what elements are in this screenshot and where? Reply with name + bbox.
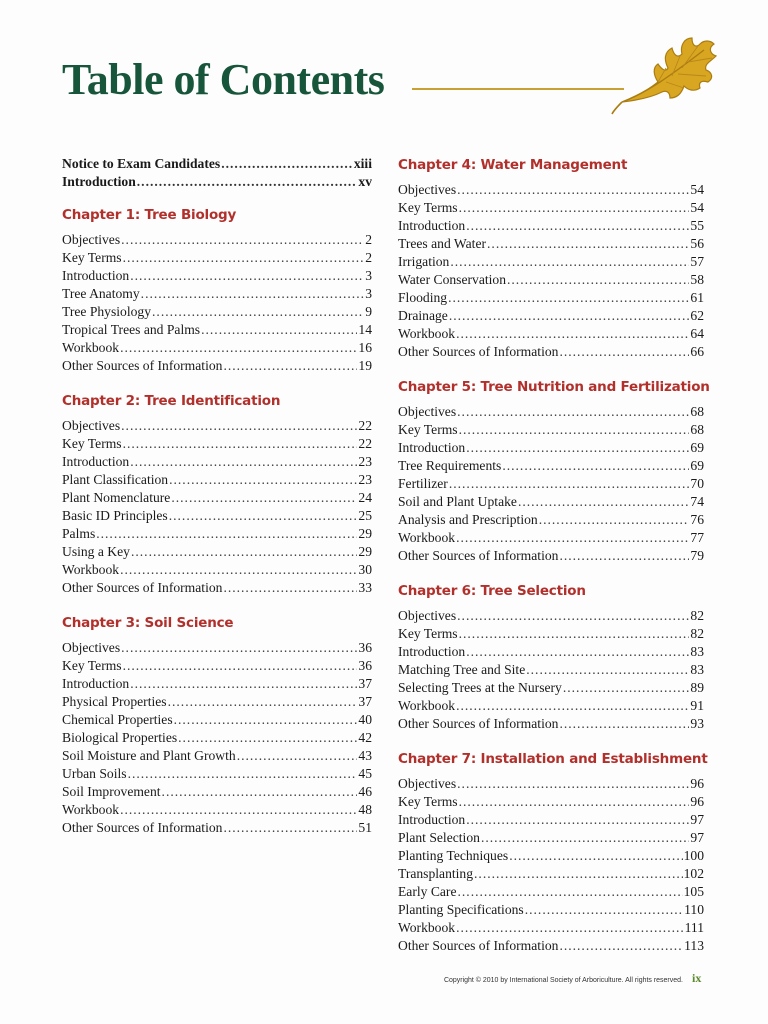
entry-page: 37 (358, 694, 372, 709)
toc-entry[interactable] (62, 639, 372, 657)
toc-entry[interactable] (398, 217, 704, 235)
entry-page: 74 (690, 494, 704, 509)
entry-page: 96 (690, 776, 704, 791)
toc-entry[interactable] (398, 403, 704, 421)
toc-entry[interactable] (398, 625, 704, 643)
entry-page: 2 (365, 250, 372, 265)
dot-leader (459, 199, 690, 217)
entry-label: Water Conservation (398, 272, 506, 287)
entry-label: Workbook (62, 802, 120, 817)
entry-page: 64 (690, 326, 704, 341)
toc-entry[interactable] (62, 173, 372, 191)
entry-page: 14 (358, 322, 372, 337)
toc-entry[interactable] (398, 901, 704, 919)
toc-entry[interactable] (62, 435, 372, 453)
entry-page: 29 (358, 526, 372, 541)
entry-page: 76 (690, 512, 704, 527)
toc-entry[interactable] (398, 829, 704, 847)
entry-label: Objectives (62, 640, 121, 655)
entry-page: 79 (690, 548, 704, 563)
dot-leader (507, 271, 689, 289)
dot-leader (120, 561, 357, 579)
toc-entry[interactable] (62, 693, 372, 711)
toc-entry[interactable] (398, 181, 704, 199)
entry-label: Using a Key (62, 544, 130, 559)
entry-label: Other Sources of Information (398, 548, 559, 563)
toc-entry[interactable] (398, 793, 704, 811)
entry-label: Introduction (62, 454, 130, 469)
dot-leader (456, 325, 689, 343)
entry-label: Flooding (398, 290, 448, 305)
dot-leader (466, 217, 689, 235)
toc-entry[interactable] (398, 307, 704, 325)
entry-page: 30 (358, 562, 372, 577)
entry-label: Biological Properties (62, 730, 178, 745)
toc-entry[interactable] (398, 325, 704, 343)
dot-leader (169, 471, 357, 489)
entry-label: Introduction (398, 440, 466, 455)
entry-page: 62 (690, 308, 704, 323)
dot-leader (466, 439, 689, 457)
toc-entry[interactable] (62, 819, 372, 837)
dot-leader (525, 901, 683, 919)
entry-page: 66 (690, 344, 704, 359)
toc-entry[interactable] (62, 417, 372, 435)
dot-leader (559, 715, 689, 733)
chapter-section (398, 751, 708, 955)
dot-leader (456, 919, 684, 937)
copyright-notice: Copyright © 2010 by International Society of Arboriculture. All rights reserved. (444, 975, 683, 984)
dot-leader (456, 529, 689, 547)
toc-entry[interactable] (62, 231, 372, 249)
entry-page: 97 (690, 812, 704, 827)
entry-label: Plant Nomenclature (62, 490, 171, 505)
dot-leader (223, 819, 357, 837)
entry-label: Introduction (62, 174, 136, 189)
toc-entry[interactable] (62, 321, 372, 339)
entry-page: 2 (365, 232, 372, 247)
entry-page: 91 (690, 698, 704, 713)
toc-entry[interactable] (398, 811, 704, 829)
entry-page: 23 (358, 454, 372, 469)
dot-leader (448, 289, 689, 307)
entry-label: Key Terms (62, 250, 122, 265)
dot-leader (223, 579, 357, 597)
entry-page: 46 (358, 784, 372, 799)
entry-label: Workbook (62, 340, 120, 355)
dot-leader (559, 937, 683, 955)
entry-page: 100 (683, 848, 704, 863)
dot-leader (223, 357, 357, 375)
toc-entry[interactable] (62, 357, 372, 375)
entry-label: Soil Improvement (62, 784, 161, 799)
chapter-heading[interactable]: Chapter 1: Tree Biology (62, 207, 237, 223)
toc-entry[interactable] (62, 711, 372, 729)
entry-label: Analysis and Prescription (398, 512, 538, 527)
entry-label: Workbook (398, 920, 456, 935)
entry-page: 40 (358, 712, 372, 727)
toc-entry[interactable] (398, 199, 704, 217)
toc-entry[interactable] (398, 865, 704, 883)
dot-leader (559, 547, 689, 565)
entry-page: 45 (358, 766, 372, 781)
toc-entry[interactable] (398, 919, 704, 937)
entry-page: 83 (690, 644, 704, 659)
toc-entry[interactable] (398, 937, 704, 955)
dot-leader (120, 801, 357, 819)
toc-entry[interactable] (398, 271, 704, 289)
entry-page: 58 (690, 272, 704, 287)
entry-page: 42 (358, 730, 372, 745)
entry-label: Matching Tree and Site (398, 662, 526, 677)
entry-page: 57 (690, 254, 704, 269)
page-number: ix (692, 971, 702, 985)
oak-leaf-icon (608, 32, 722, 116)
entry-page: 82 (690, 608, 704, 623)
entry-label: Other Sources of Information (62, 358, 223, 373)
entry-label: Urban Soils (62, 766, 127, 781)
entry-page: 48 (358, 802, 372, 817)
entry-label: Basic ID Principles (62, 508, 168, 523)
entry-page: 89 (690, 680, 704, 695)
entry-page: 102 (683, 866, 704, 881)
entry-label: Soil Moisture and Plant Growth (62, 748, 236, 763)
dot-leader (121, 639, 357, 657)
entry-page: 61 (690, 290, 704, 305)
dot-leader (449, 475, 690, 493)
dot-leader (130, 453, 357, 471)
entry-page: 24 (358, 490, 372, 505)
entry-label: Objectives (62, 232, 121, 247)
chapter-heading[interactable]: Chapter 5: Tree Nutrition and Fertilization (398, 379, 710, 395)
entry-label: Plant Selection (398, 830, 480, 845)
entry-label: Tree Requirements (398, 458, 502, 473)
entry-label: Physical Properties (62, 694, 167, 709)
page-title: Table of Contents (62, 55, 385, 104)
entry-label: Introduction (398, 218, 466, 233)
toc-entry[interactable] (398, 607, 704, 625)
toc-entry[interactable] (62, 561, 372, 579)
entry-label: Workbook (398, 698, 456, 713)
title-rule (412, 88, 624, 90)
entry-label: Selecting Trees at the Nursery (398, 680, 562, 695)
toc-entry[interactable] (398, 847, 704, 865)
dot-leader (458, 883, 683, 901)
toc-entry[interactable] (62, 471, 372, 489)
dot-leader (120, 339, 357, 357)
entry-label: Workbook (398, 326, 456, 341)
toc-entry[interactable] (398, 511, 704, 529)
entry-page: 23 (358, 472, 372, 487)
entry-label: Objectives (398, 404, 457, 419)
toc-entry[interactable] (398, 493, 704, 511)
dot-leader (509, 847, 682, 865)
entry-label: Drainage (398, 308, 448, 323)
dot-leader (457, 403, 689, 421)
chapter-heading[interactable]: Chapter 3: Soil Science (62, 615, 234, 631)
entry-label: Trees and Water (398, 236, 487, 251)
entry-label: Fertilizer (398, 476, 448, 491)
toc-entry[interactable] (62, 285, 372, 303)
entry-page: 3 (365, 286, 372, 301)
toc-entry[interactable] (62, 657, 372, 675)
front-matter (62, 155, 372, 191)
toc-entry[interactable] (62, 453, 372, 471)
dot-leader (466, 643, 689, 661)
dot-leader (123, 249, 365, 267)
entry-page: xiii (353, 156, 372, 171)
dot-leader (128, 765, 358, 783)
dot-leader (137, 173, 358, 191)
entry-label: Objectives (398, 182, 457, 197)
entry-page: 36 (358, 658, 372, 673)
entry-label: Key Terms (398, 626, 458, 641)
entry-page: 77 (690, 530, 704, 545)
toc-entry[interactable] (62, 525, 372, 543)
dot-leader (123, 435, 358, 453)
entry-label: Introduction (398, 812, 466, 827)
dot-leader (201, 321, 357, 339)
dot-leader (169, 507, 358, 525)
dot-leader (459, 625, 690, 643)
entry-label: Key Terms (398, 422, 458, 437)
entry-label: Key Terms (398, 794, 458, 809)
entry-page: 29 (358, 544, 372, 559)
toc-right-column (398, 157, 710, 973)
toc-entry[interactable] (62, 303, 372, 321)
dot-leader (466, 811, 689, 829)
entry-label: Objectives (398, 776, 457, 791)
toc-entry[interactable] (62, 579, 372, 597)
dot-leader (456, 697, 689, 715)
dot-leader (457, 181, 689, 199)
entry-page: 96 (690, 794, 704, 809)
dot-leader (481, 829, 689, 847)
entry-label: Other Sources of Information (62, 580, 223, 595)
entry-label: Objectives (62, 418, 121, 433)
entry-page: 16 (358, 340, 372, 355)
entry-page: 25 (358, 508, 372, 523)
entry-label: Transplanting (398, 866, 474, 881)
entry-page: 110 (684, 902, 704, 917)
chapter-heading[interactable]: Chapter 6: Tree Selection (398, 583, 586, 599)
dot-leader (526, 661, 689, 679)
entry-page: 51 (358, 820, 372, 835)
toc-entry[interactable] (62, 249, 372, 267)
entry-label: Other Sources of Information (398, 344, 559, 359)
dot-leader (449, 307, 690, 325)
dot-leader (474, 865, 683, 883)
dot-leader (131, 543, 357, 561)
toc-entry[interactable] (398, 715, 704, 733)
entry-label: Key Terms (398, 200, 458, 215)
dot-leader (487, 235, 689, 253)
entry-page: 83 (690, 662, 704, 677)
chapter-section (62, 393, 372, 597)
entry-label: Planting Specifications (398, 902, 524, 917)
toc-entry[interactable] (62, 765, 372, 783)
chapter-section (398, 157, 704, 361)
entry-page: 3 (365, 268, 372, 283)
dot-leader (457, 607, 689, 625)
toc-entry[interactable] (398, 475, 704, 493)
entry-label: Key Terms (62, 436, 122, 451)
entry-page: 97 (690, 830, 704, 845)
entry-page: 54 (690, 200, 704, 215)
entry-label: Irrigation (398, 254, 450, 269)
dot-leader (130, 675, 357, 693)
toc-entry[interactable] (398, 529, 704, 547)
toc-entry[interactable] (62, 783, 372, 801)
dot-leader (152, 303, 364, 321)
toc-entry[interactable] (398, 253, 704, 271)
entry-label: Other Sources of Information (62, 820, 223, 835)
entry-page: 105 (683, 884, 704, 899)
entry-page: 36 (358, 640, 372, 655)
dot-leader (237, 747, 358, 765)
entry-label: Notice to Exam Candidates (62, 156, 221, 171)
chapter-section (62, 207, 372, 375)
entry-page: 82 (690, 626, 704, 641)
dot-leader (178, 729, 357, 747)
entry-label: Early Care (398, 884, 457, 899)
toc-entry[interactable] (62, 543, 372, 561)
dot-leader (162, 783, 358, 801)
dot-leader (518, 493, 689, 511)
dot-leader (502, 457, 689, 475)
entry-page: 33 (358, 580, 372, 595)
dot-leader (96, 525, 357, 543)
toc-entry[interactable] (398, 697, 704, 715)
toc-entry[interactable] (398, 421, 704, 439)
entry-label: Plant Classification (62, 472, 169, 487)
entry-page: 55 (690, 218, 704, 233)
chapter-section (62, 615, 372, 837)
entry-label: Other Sources of Information (398, 938, 559, 953)
entry-label: Workbook (62, 562, 120, 577)
dot-leader (168, 693, 358, 711)
toc-entry[interactable] (398, 661, 704, 679)
entry-page: 56 (690, 236, 704, 251)
dot-leader (563, 679, 690, 697)
entry-page: 54 (690, 182, 704, 197)
toc-entry[interactable] (398, 457, 704, 475)
toc-entry[interactable] (398, 679, 704, 697)
entry-page: 69 (690, 440, 704, 455)
toc-entry[interactable] (398, 643, 704, 661)
entry-page: 22 (358, 418, 372, 433)
entry-page: 19 (358, 358, 372, 373)
dot-leader (221, 155, 353, 173)
entry-label: Introduction (62, 676, 130, 691)
chapter-heading[interactable]: Chapter 2: Tree Identification (62, 393, 281, 409)
dot-leader (539, 511, 690, 529)
entry-label: Introduction (398, 644, 466, 659)
entry-label: Other Sources of Information (398, 716, 559, 731)
entry-page: 113 (684, 938, 704, 953)
dot-leader (121, 417, 357, 435)
entry-label: Tree Physiology (62, 304, 152, 319)
dot-leader (121, 231, 364, 249)
toc-entry[interactable] (62, 507, 372, 525)
toc-entry[interactable] (62, 801, 372, 819)
entry-page: 70 (690, 476, 704, 491)
toc-entry[interactable] (62, 339, 372, 357)
dot-leader (141, 285, 365, 303)
dot-leader (459, 421, 690, 439)
entry-label: Introduction (62, 268, 130, 283)
dot-leader (457, 775, 689, 793)
entry-page: 9 (365, 304, 372, 319)
toc-entry[interactable] (398, 235, 704, 253)
entry-page: 68 (690, 404, 704, 419)
chapter-heading[interactable]: Chapter 4: Water Management (398, 157, 628, 173)
chapter-section (398, 583, 704, 733)
toc-entry[interactable] (62, 155, 372, 173)
entry-page: 69 (690, 458, 704, 473)
dot-leader (123, 657, 358, 675)
toc-left-column (62, 155, 372, 855)
entry-page: xv (358, 174, 372, 189)
toc-entry[interactable] (62, 729, 372, 747)
toc-entry[interactable] (62, 489, 372, 507)
entry-label: Chemical Properties (62, 712, 173, 727)
toc-entry[interactable] (398, 439, 704, 457)
entry-page: 93 (690, 716, 704, 731)
dot-leader (174, 711, 358, 729)
toc-entry[interactable] (62, 675, 372, 693)
entry-label: Workbook (398, 530, 456, 545)
toc-entry[interactable] (398, 775, 704, 793)
dot-leader (130, 267, 364, 285)
entry-label: Soil and Plant Uptake (398, 494, 517, 509)
chapter-section (398, 379, 710, 565)
dot-leader (459, 793, 690, 811)
entry-page: 111 (684, 920, 704, 935)
toc-entry[interactable] (398, 343, 704, 361)
dot-leader (171, 489, 357, 507)
entry-label: Planting Techniques (398, 848, 509, 863)
entry-page: 68 (690, 422, 704, 437)
toc-entry[interactable] (398, 547, 704, 565)
toc-entry[interactable] (62, 267, 372, 285)
entry-page: 43 (358, 748, 372, 763)
entry-label: Palms (62, 526, 96, 541)
dot-leader (559, 343, 689, 361)
entry-page: 37 (358, 676, 372, 691)
entry-label: Tree Anatomy (62, 286, 140, 301)
chapter-heading[interactable]: Chapter 7: Installation and Establishment (398, 751, 708, 767)
toc-entry[interactable] (398, 289, 704, 307)
dot-leader (450, 253, 689, 271)
entry-label: Objectives (398, 608, 457, 623)
entry-label: Tropical Trees and Palms (62, 322, 201, 337)
entry-page: 22 (358, 436, 372, 451)
toc-entry[interactable] (62, 747, 372, 765)
toc-entry[interactable] (398, 883, 704, 901)
entry-label: Key Terms (62, 658, 122, 673)
